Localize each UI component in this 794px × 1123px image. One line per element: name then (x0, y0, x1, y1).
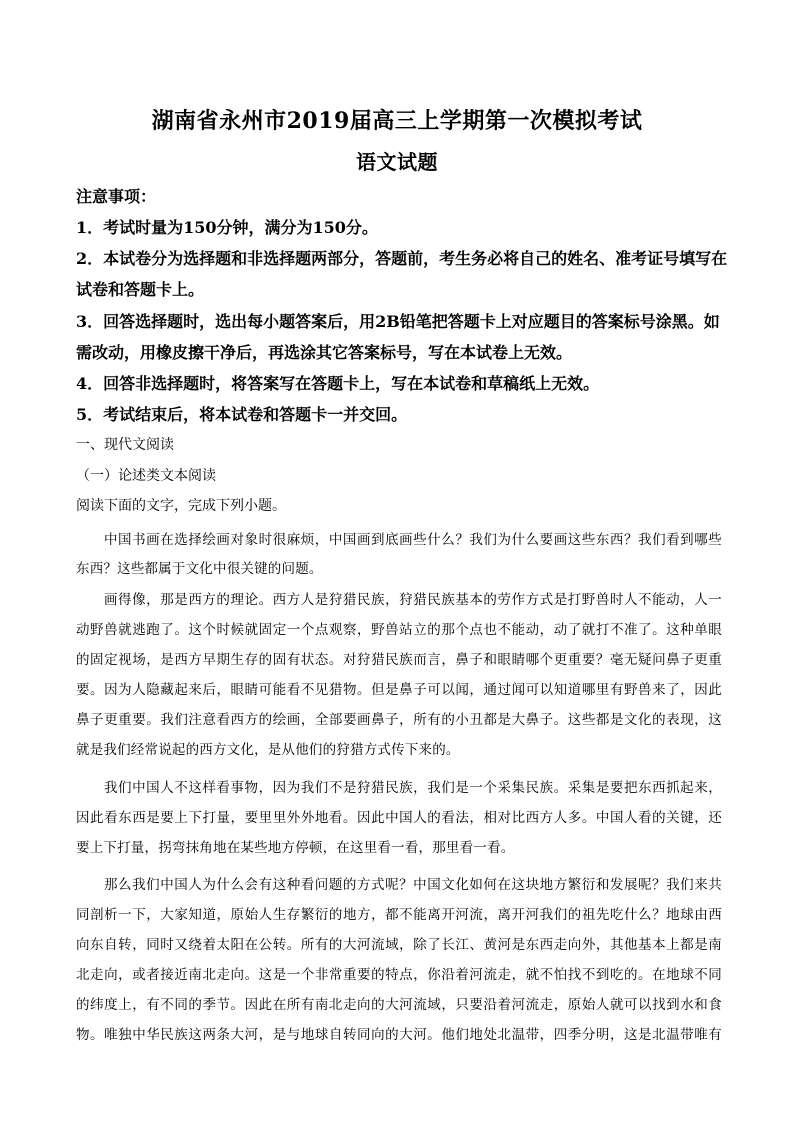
passage-line: 因此看东西是要上下打量，要里里外外地看。因此中国人的看法，相对比西方人多。中国人看的关键，还 (76, 810, 722, 826)
passage-line: 的纬度上，有不同的季节。因此在所有南北走向的大河流域，只要沿着河流走，原始人就可以找到水和食 (76, 997, 722, 1013)
passage-line: 东西？这些都属于文化中很关键的问题。 (76, 561, 323, 577)
notice-line: 5．考试结束后，将本试卷和答题卡一并交回。 (76, 405, 408, 424)
section-part-heading: 一、现代文阅读 (76, 437, 174, 453)
passage-line: 中国书画在选择绘画对象时很麻烦，中国画到底画些什么？我们为什么要画这些东西？我们看到哪些 (104, 532, 722, 548)
passage-line: 就是我们经常说起的西方文化，是从他们的狩猎方式传下来的。 (76, 742, 460, 758)
passage-line: 向东自转，同时又绕着太阳在公转。所有的大河流域，除了长江、黄河是东西走向外，其他基本上都是南 (76, 937, 722, 953)
passage-line: 同剖析一下，大家知道，原始人生存繁衍的地方，都不能离开河流，离开河我们的祖先吃什么？地球由西 (76, 907, 722, 923)
section-instruction: 阅读下面的文字，完成下列小题。 (76, 498, 286, 514)
notice-line: 试卷和答题卡上。 (76, 280, 205, 299)
notice-line: 需改动，用橡皮擦干净后，再选涂其它答案标号，写在本试卷上无效。 (76, 343, 573, 362)
passage-line: 物。唯独中华民族这两条大河，是与地球自转同向的大河。他们地处北温带，四季分明，这是北温带唯有 (76, 1027, 722, 1043)
exam-title: 湖南省永州市2019届高三上学期第一次模拟考试 (151, 108, 643, 134)
passage-line: 动野兽就逃跑了。这个时候就固定一个点观察，野兽站立的那个点也不能动，动了就打不准了。这种单眼 (76, 622, 722, 638)
passage-line: 那么我们中国人为什么会有这种看问题的方式呢？中国文化如何在这块地方繁衍和发展呢？我们来共 (104, 877, 722, 893)
exam-subtitle: 语文试题 (356, 150, 438, 174)
notice-heading: 注意事项： (76, 187, 157, 206)
notice-line: 1．考试时量为150分钟，满分为150分。 (76, 218, 378, 237)
section-sub-heading: （一）论述类文本阅读 (76, 468, 216, 484)
notice-line: 3．回答选择题时，选出每小题答案后，用2B铅笔把答题卡上对应题目的答案标号涂黑。如 (76, 312, 720, 331)
passage-line: 的固定视场，是西方早期生存的固有状态。对狩猎民族而言，鼻子和眼睛哪个更重要？毫无疑问鼻子更重 (76, 652, 722, 668)
passage-line: 鼻子更重要。我们注意看西方的绘画，全部要画鼻子，所有的小丑都是大鼻子。这些都是文化的表现，这 (76, 712, 722, 728)
notice-line: 4．回答非选择题时，将答案写在答题卡上，写在本试卷和草稿纸上无效。 (76, 374, 600, 393)
passage-line: 我们中国人不这样看事物，因为我们不是狩猎民族，我们是一个采集民族。采集是要把东西抓起来， (104, 780, 722, 796)
passage-line: 北走向，或者接近南北走向。这是一个非常重要的特点，你沿着河流走，就不怕找不到吃的。在地球不同 (76, 967, 722, 983)
notice-line: 2．本试卷分为选择题和非选择题两部分，答题前，考生务必将自己的姓名、准考证号填写在 (76, 249, 728, 268)
passage-line: 要上下打量，拐弯抹角地在某些地方停顿，在这里看一看，那里看一看。 (76, 840, 515, 856)
passage-line: 要。因为人隐藏起来后，眼睛可能看不见猎物。但是鼻子可以闻，通过闻可以知道哪里有野兽来了，因此 (76, 682, 722, 698)
passage-line: 画得像，那是西方的理论。西方人是狩猎民族，狩猎民族基本的劳作方式是打野兽时人不能动，人一 (104, 592, 722, 608)
